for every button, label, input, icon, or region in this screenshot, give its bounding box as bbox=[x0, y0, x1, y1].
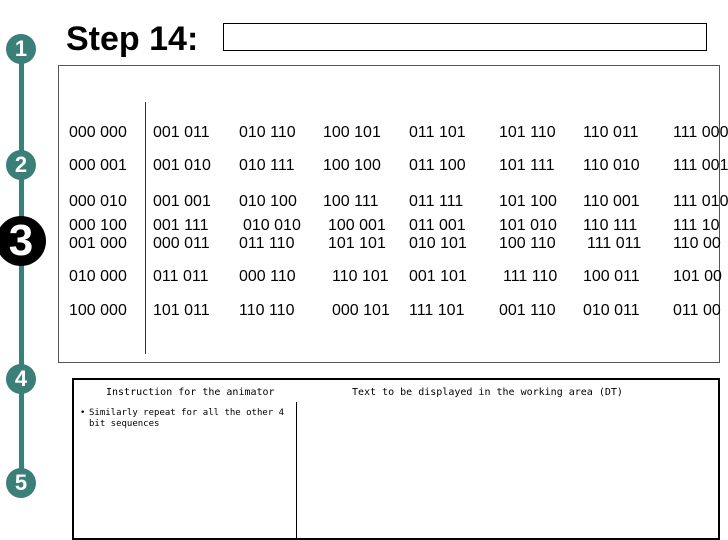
grid-cell: 000 000 bbox=[69, 124, 127, 141]
grid-cell: 000 110 bbox=[239, 268, 296, 285]
grid-cell: 100 001 bbox=[328, 217, 386, 234]
grid-cell: 110 011 bbox=[583, 124, 639, 141]
grid-cell: 100 111 bbox=[323, 193, 379, 210]
panel-divider bbox=[296, 402, 297, 540]
grid-cell: 011 100 bbox=[409, 157, 466, 174]
grid-cell: 000 001 bbox=[69, 157, 127, 174]
grid-cell: 011 111 bbox=[409, 193, 464, 210]
bullet-icon: • bbox=[80, 408, 86, 418]
grid-cell: 011 00 bbox=[673, 302, 721, 319]
page-title: Step 14: bbox=[66, 20, 199, 58]
step-marker-4[interactable]: 4 bbox=[6, 364, 36, 394]
instruction-panel bbox=[72, 378, 720, 540]
grid-cell: 101 010 bbox=[499, 217, 557, 234]
grid-cell: 101 011 bbox=[153, 302, 210, 319]
grid-cell: 001 000 bbox=[69, 235, 127, 252]
instruction-line: Similarly repeat for all the other 4 bit sequences bbox=[89, 408, 285, 429]
grid-cell: 100 110 bbox=[499, 235, 556, 252]
grid-cell: 101 00 bbox=[673, 268, 722, 285]
grid-cell: 111 000 bbox=[673, 124, 728, 141]
step-marker-5[interactable]: 5 bbox=[6, 468, 36, 498]
grid-cell: 001 010 bbox=[153, 157, 211, 174]
grid-cell: 100 100 bbox=[323, 157, 381, 174]
grid-cell: 110 101 bbox=[332, 268, 389, 285]
grid-cell: 010 000 bbox=[69, 268, 127, 285]
grid-cell: 111 10 bbox=[673, 217, 720, 234]
grid-cell: 010 101 bbox=[409, 235, 467, 252]
grid-cell: 111 110 bbox=[503, 268, 558, 285]
step-title-field[interactable] bbox=[223, 23, 707, 51]
grid-cell: 001 011 bbox=[153, 124, 210, 141]
grid-cell: 011 001 bbox=[409, 217, 466, 234]
column-divider bbox=[145, 102, 146, 354]
grid-cell: 100 000 bbox=[69, 302, 127, 319]
grid-cell: 110 00 bbox=[673, 235, 721, 252]
grid-cell: 001 111 bbox=[153, 217, 209, 234]
grid-cell: 101 111 bbox=[499, 157, 555, 174]
grid-cell: 111 001 bbox=[673, 157, 728, 174]
animator-instruction-header: Instruction for the animator bbox=[106, 387, 275, 398]
grid-cell: 001 001 bbox=[153, 193, 211, 210]
grid-cell: 000 100 bbox=[69, 217, 127, 234]
grid-cell: 011 011 bbox=[153, 268, 209, 285]
grid-cell: 001 101 bbox=[409, 268, 467, 285]
grid-cell: 111 101 bbox=[409, 302, 465, 319]
grid-cell: 011 101 bbox=[409, 124, 466, 141]
grid-cell: 101 101 bbox=[328, 235, 386, 252]
grid-cell: 110 010 bbox=[583, 157, 640, 174]
grid-cell: 100 011 bbox=[583, 268, 640, 285]
grid-cell: 010 010 bbox=[243, 217, 301, 234]
step-marker-2[interactable]: 2 bbox=[6, 150, 36, 180]
grid-cell: 101 110 bbox=[499, 124, 556, 141]
grid-cell: 110 001 bbox=[583, 193, 640, 210]
grid-cell: 100 101 bbox=[323, 124, 381, 141]
grid-cell: 111 010 bbox=[673, 193, 728, 210]
grid-cell: 000 011 bbox=[153, 235, 210, 252]
step-marker-1[interactable]: 1 bbox=[6, 34, 36, 64]
grid-cell: 010 110 bbox=[239, 124, 296, 141]
grid-cell: 110 110 bbox=[239, 302, 295, 319]
grid-cell: 110 111 bbox=[583, 217, 638, 234]
grid-cell: 010 011 bbox=[583, 302, 640, 319]
animator-instruction-text bbox=[80, 408, 290, 430]
step-marker-3[interactable]: 3 bbox=[0, 216, 46, 266]
working-area bbox=[58, 65, 728, 363]
grid-cell: 101 100 bbox=[499, 193, 557, 210]
display-text-header: Text to be displayed in the working area (DT) bbox=[352, 387, 623, 398]
grid-cell: 010 111 bbox=[239, 157, 295, 174]
grid-cell: 111 011 bbox=[587, 235, 642, 252]
grid-cell: 010 100 bbox=[239, 193, 297, 210]
grid-cell: 011 110 bbox=[239, 235, 295, 252]
grid-cell: 001 110 bbox=[499, 302, 556, 319]
grid-cell: 000 010 bbox=[69, 193, 127, 210]
grid-cell: 000 101 bbox=[332, 302, 390, 319]
